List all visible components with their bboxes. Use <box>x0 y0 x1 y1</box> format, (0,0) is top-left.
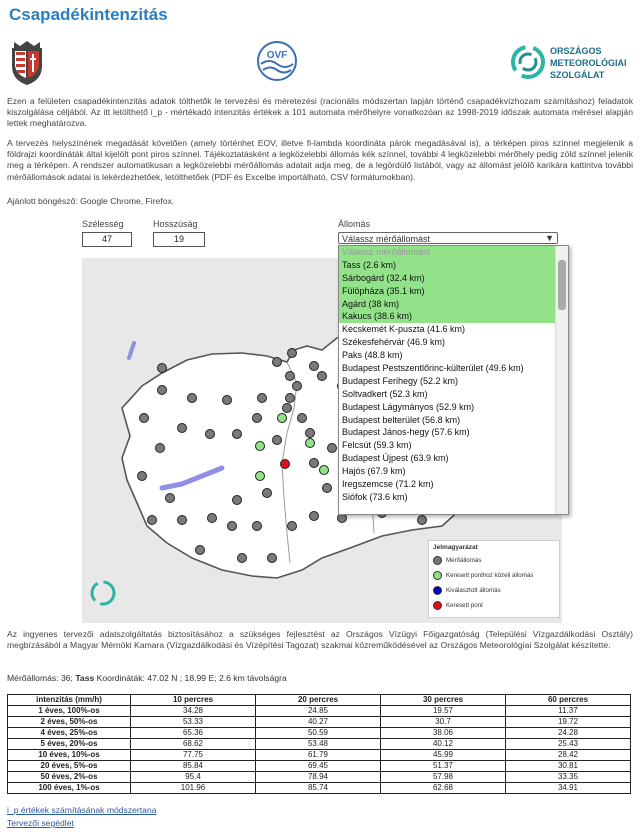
station-marker[interactable] <box>208 514 217 523</box>
station-marker[interactable] <box>158 364 167 373</box>
table-row <box>8 728 631 739</box>
omsz-logo-line3: SZOLGÁLAT <box>550 70 605 80</box>
legend-label: Kiválasztott állomás <box>446 587 501 595</box>
row-header: 4 éves, 25%-os <box>8 728 131 739</box>
station-marker[interactable] <box>263 489 272 498</box>
omsz-watermark-icon <box>88 578 118 608</box>
table-cell: 51.37 <box>381 761 506 772</box>
station-marker[interactable] <box>233 430 242 439</box>
dropdown-option[interactable]: Budapest Pestszentlőrinc-külterület (49.6 km) <box>342 363 524 374</box>
dropdown-option[interactable]: Tass (2.6 km) <box>339 259 568 272</box>
legend-label: Mérőállomás <box>446 557 482 565</box>
near-station-marker[interactable] <box>256 472 265 481</box>
table-row <box>8 739 631 750</box>
row-header: 20 éves, 5%-os <box>8 761 131 772</box>
latitude-label: Szélesség <box>82 219 124 229</box>
dropdown-items <box>339 259 568 504</box>
dropdown-option[interactable]: Fülöpháza (35.1 km) <box>339 285 568 298</box>
column-header: 60 percres <box>506 695 631 706</box>
dropdown-option[interactable]: Iregszemcse (71.2 km) <box>342 479 434 490</box>
dropdown-option[interactable]: Siófok (73.6 km) <box>342 491 408 502</box>
station-marker[interactable] <box>158 386 167 395</box>
legend-item <box>433 601 483 611</box>
omsz-logo <box>510 40 634 84</box>
station-marker[interactable] <box>253 414 262 423</box>
table-row <box>8 706 631 717</box>
station-marker[interactable] <box>310 512 319 521</box>
station-marker[interactable] <box>178 424 187 433</box>
near-station-marker[interactable] <box>306 439 315 448</box>
station-marker[interactable] <box>156 444 165 453</box>
table-cell: 34.91 <box>506 783 631 794</box>
table-cell: 11.37 <box>506 706 631 717</box>
station-marker[interactable] <box>288 349 297 358</box>
station-marker[interactable] <box>268 554 277 563</box>
station-marker[interactable] <box>286 372 295 381</box>
table-cell: 33.35 <box>506 772 631 783</box>
station-label: Állomás <box>338 219 371 229</box>
selected-station-info <box>7 673 287 683</box>
intro-paragraph-2: A tervezés helyszínének megadását követően (amely történhet EOV, illetve fi-lambda koordináta párok megadásával is), a térképen piros színnel megjelenik a földrajzi koordináták által kijelölt pont piros színnel. Tájékoztatásként a legközelebbi állomás kék színnel, további 4 legközelebbi mérőhely pedig zöld színnel jelenik meg a térképen. A rendszer automatikusan a legközelebbi mérőállomás adatait adja meg, de a legördülő listából, vagy az állomást jelölő karikára kattintva további mérőállomások adatai is lekérdezhetőek, letölthetőek (PDF és Excelbe importálható, CSV formátumokban). <box>7 138 633 182</box>
station-marker[interactable] <box>306 429 315 438</box>
station-marker[interactable] <box>206 430 215 439</box>
row-header: 2 éves, 50%-os <box>8 717 131 728</box>
dropdown-option[interactable]: Hajós (67.9 km) <box>342 466 406 477</box>
dropdown-option[interactable]: Agárd (38 km) <box>339 298 568 311</box>
dropdown-option[interactable]: Budapest Ferihegy (52.2 km) <box>342 375 459 386</box>
table-body <box>8 706 631 794</box>
legend-item <box>433 571 533 581</box>
station-marker[interactable] <box>288 522 297 531</box>
table-cell: 38.06 <box>381 728 506 739</box>
table-cell: 95.4 <box>131 772 256 783</box>
station-marker[interactable] <box>273 436 282 445</box>
table-cell: 69.45 <box>256 761 381 772</box>
table-cell: 24.28 <box>506 728 631 739</box>
chevron-down-icon: ▼ <box>545 233 554 243</box>
station-select[interactable] <box>338 232 558 244</box>
scrollbar-thumb[interactable] <box>558 260 566 310</box>
intro-paragraph-1: Ezen a felületen csapadékintenzitás adatok tölthetők le tervezési és méretezési (racionális módszertan lapján történő csapadékvízhozam számításhoz) feladatok kiszolgálása céljából. Az itt letölthető i_p - mértékadó intenzitás értékek a 101 automata mérőhelyre vonatkozóan az 1998-2019 időszak automata mérései alapján lettek meghatározva. <box>7 96 633 129</box>
table-cell: 65.36 <box>131 728 256 739</box>
row-header: 50 éves, 2%-os <box>8 772 131 783</box>
table-cell: 85.84 <box>131 761 256 772</box>
table-cell: 25.43 <box>506 739 631 750</box>
table-cell: 77.75 <box>131 750 256 761</box>
station-marker[interactable] <box>188 394 197 403</box>
table-cell: 30.7 <box>381 717 506 728</box>
dropdown-option[interactable]: Budapest János-hegy (57.6 km) <box>342 427 470 438</box>
legend-title: Jelmagyarázat <box>433 544 478 551</box>
row-header: 10 éves, 10%-os <box>8 750 131 761</box>
page-title: Csapadékintenzitás <box>9 5 168 24</box>
row-header: 1 éves, 100%-os <box>8 706 131 717</box>
station-marker[interactable] <box>418 516 427 525</box>
column-header: 20 percres <box>256 695 381 706</box>
table-cell: 30.81 <box>506 761 631 772</box>
search-point-dot-icon <box>433 601 442 610</box>
station-marker[interactable] <box>148 516 157 525</box>
table-row <box>8 761 631 772</box>
station-dot-icon <box>433 556 442 565</box>
column-header: 10 percres <box>131 695 256 706</box>
legend-label: Keresett ponthoz közeli állomás <box>446 572 534 580</box>
table-cell: 61.79 <box>256 750 381 761</box>
station-info-prefix: Mérőállomás: 36; <box>7 673 73 683</box>
browser-recommendation: Ajánlott böngésző: Google Chrome, Firefox. <box>7 196 175 206</box>
table-cell: 78.94 <box>256 772 381 783</box>
table-cell: 57.98 <box>381 772 506 783</box>
station-marker[interactable] <box>310 362 319 371</box>
method-link[interactable]: i_p értékek számításának módszertana <box>7 805 157 815</box>
dropdown-placeholder[interactable]: Válassz mérőállomást <box>339 246 568 259</box>
station-marker[interactable] <box>298 414 307 423</box>
station-marker[interactable] <box>138 472 147 481</box>
table-cell: 50.59 <box>256 728 381 739</box>
near-station-dot-icon <box>433 571 442 580</box>
station-select-value: Válassz mérőállomást <box>342 234 431 244</box>
station-info-name: Tass <box>75 673 95 683</box>
table-cell: 40.12 <box>381 739 506 750</box>
column-header: 30 percres <box>381 695 506 706</box>
legend-label: Keresett pont <box>446 602 483 610</box>
column-header: intenzitás (mm/h) <box>8 695 131 706</box>
station-marker[interactable] <box>166 494 175 503</box>
hungarian-coat-of-arms-logo <box>8 40 46 86</box>
station-marker[interactable] <box>286 394 295 403</box>
table-cell: 85.74 <box>256 783 381 794</box>
table-cell: 28.42 <box>506 750 631 761</box>
ovf-logo-text: OVF <box>266 50 288 61</box>
near-station-marker[interactable] <box>320 466 329 475</box>
station-marker[interactable] <box>253 522 262 531</box>
table-header-row <box>8 695 631 706</box>
table-row <box>8 772 631 783</box>
latitude-input[interactable]: 47 <box>82 232 132 247</box>
station-marker[interactable] <box>293 382 302 391</box>
legend-item <box>433 556 481 566</box>
station-marker[interactable] <box>273 358 282 367</box>
dropdown-option[interactable]: Budapest belterület (56.8 km) <box>342 414 461 425</box>
station-marker[interactable] <box>323 484 332 493</box>
table-cell: 19.72 <box>506 717 631 728</box>
dropdown-option[interactable]: Sárbogárd (32.4 km) <box>339 272 568 285</box>
table-cell: 19.57 <box>381 706 506 717</box>
station-marker[interactable] <box>196 546 205 555</box>
omsz-logo-line2: METEOROLÓGIAI <box>550 58 627 68</box>
map-legend <box>428 540 560 618</box>
dropdown-option[interactable]: Székesfehérvár (46.9 km) <box>342 337 446 348</box>
station-marker[interactable] <box>283 404 292 413</box>
station-marker[interactable] <box>238 554 247 563</box>
station-marker[interactable] <box>140 414 149 423</box>
legend-item <box>433 586 501 596</box>
table-cell: 24.85 <box>256 706 381 717</box>
table-cell: 101.96 <box>131 783 256 794</box>
table-cell: 45.99 <box>381 750 506 761</box>
longitude-label: Hosszúság <box>153 219 198 229</box>
station-marker[interactable] <box>318 372 327 381</box>
table-row <box>8 783 631 794</box>
ovf-logo <box>255 40 299 82</box>
near-station-marker[interactable] <box>278 414 287 423</box>
station-marker[interactable] <box>258 394 267 403</box>
dropdown-option[interactable]: Kecskemét K-puszta (41.6 km) <box>342 324 466 335</box>
table-row <box>8 717 631 728</box>
omsz-logo-line1: ORSZÁGOS <box>550 46 602 56</box>
row-header: 5 éves, 20%-os <box>8 739 131 750</box>
table-cell: 62.68 <box>381 783 506 794</box>
row-header: 100 éves, 1%-os <box>8 783 131 794</box>
dropdown-option[interactable]: Felcsút (59.3 km) <box>342 440 412 451</box>
station-marker[interactable] <box>233 496 242 505</box>
table-cell: 68.62 <box>131 739 256 750</box>
station-marker[interactable] <box>178 516 187 525</box>
near-station-marker[interactable] <box>256 442 265 451</box>
longitude-input[interactable]: 19 <box>153 232 205 247</box>
search-point-marker <box>281 460 290 469</box>
table-cell: 34.28 <box>131 706 256 717</box>
credits-paragraph: Az ingyenes tervezői adatszolgáltatás biztosításához a szükséges fejlesztést az Országos Vízügyi Főigazgatóság (Települési Vízgazdálkodási Osztály) megbízásából a Magyar Mérnöki Kamara (Vízgazdálkodási és Vízépítési Tagozat) szakmai közreműködésével az Országos Meteorológiai Szolgálat készítette. <box>7 629 633 651</box>
dropdown-option[interactable]: Budapest Lágymányos (52.9 km) <box>342 401 475 412</box>
selected-station-dot-icon <box>433 586 442 595</box>
dropdown-option[interactable]: Kakucs (38.6 km) <box>339 310 568 323</box>
dropdown-option[interactable]: Paks (48.8 km) <box>342 350 403 361</box>
station-marker[interactable] <box>310 459 319 468</box>
station-marker[interactable] <box>223 396 232 405</box>
station-marker[interactable] <box>328 444 337 453</box>
dropdown-option[interactable]: Soltvadkert (52.3 km) <box>342 388 428 399</box>
table-row <box>8 750 631 761</box>
designer-guide-link[interactable]: Tervezői segédlet <box>7 818 74 828</box>
intensity-table <box>7 694 631 794</box>
table-cell: 53.33 <box>131 717 256 728</box>
table-cell: 40.27 <box>256 717 381 728</box>
station-marker[interactable] <box>228 522 237 531</box>
dropdown-scrollbar[interactable] <box>555 246 568 514</box>
table-cell: 53.48 <box>256 739 381 750</box>
station-info-coordinates: Koordináták: 47.02 N ; 18.99 E; 2.6 km távolságra <box>96 673 287 683</box>
station-dropdown-list[interactable] <box>338 245 569 515</box>
lake-velence <box>129 343 134 358</box>
dropdown-option[interactable]: Budapest Újpest (63.9 km) <box>342 453 449 464</box>
